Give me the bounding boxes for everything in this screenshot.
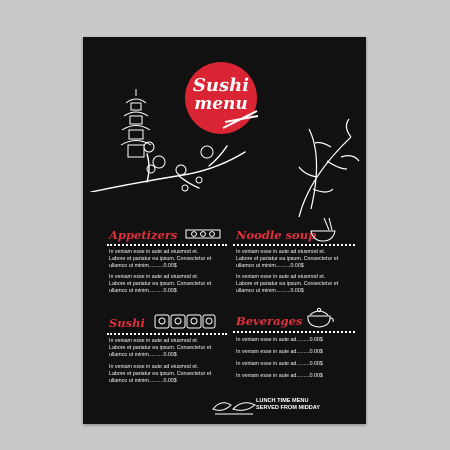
menu-item: In veniam esse in aute ad eiusmod et. Labore et pariatur ea ipsum. Consectetur et ullamco ut minim..........0.00$ <box>236 249 339 269</box>
divider-dots <box>233 244 355 246</box>
section-title-sushi: Sushi <box>109 316 145 330</box>
section-title-noodle-soup: Noodle soup <box>236 228 317 242</box>
cherry-blossom-branch-icon <box>89 122 249 192</box>
beverage-item: In veniam esse in aute ad.........0.00$ <box>236 373 323 379</box>
nigiri-icon <box>211 395 257 417</box>
divider-dots <box>107 333 227 335</box>
menu-item: In veniam esse in aute ad eiusmod et. Labore et pariatur ea ipsum. Consectetur et ullamco ut minim..........0.00$ <box>236 274 339 294</box>
teapot-icon <box>303 305 335 329</box>
beverage-item: In veniam esse in aute ad.........0.00$ <box>236 337 323 343</box>
sushi-set-icon <box>153 309 217 331</box>
beverage-item: In veniam esse in aute ad.........0.00$ <box>236 349 323 355</box>
bamboo-icon <box>281 117 366 217</box>
menu-sheet <box>83 37 366 424</box>
hero-title: Sushi <box>192 75 250 96</box>
divider-dots <box>107 244 227 246</box>
footer-line-2: SERVED FROM MIDDAY <box>256 405 321 411</box>
menu-item: In veniam esse in aute ad eiusmod et. Labore et pariatur ea ipsum. Consectetur et ullamco ut minim..........0.00$ <box>109 364 212 384</box>
hero-subtitle: menu <box>194 94 248 114</box>
divider-dots <box>233 331 355 333</box>
menu-item: In veniam esse in aute ad eiusmod et. Labore et pariatur ea ipsum. Consectetur et ullamco ut minim..........0.00$ <box>109 338 212 358</box>
sushi-roll-icon <box>184 226 224 240</box>
footer-line-1: LUNCH TIME MENU <box>256 398 309 404</box>
section-title-beverages: Beverages <box>236 314 303 328</box>
section-title-appetizers: Appetizers <box>109 228 178 242</box>
footer-text <box>256 398 320 412</box>
noodle-bowl-icon <box>308 217 338 243</box>
beverage-item: In veniam esse in aute ad.........0.00$ <box>236 361 323 367</box>
menu-item: In veniam esse in aute ad eiusmod et. Labore et pariatur ea ipsum. Consectetur et ullamco ut minim..........0.00$ <box>109 274 212 294</box>
menu-item: In veniam esse in aute ad eiusmod et. Labore et pariatur ea ipsum. Consectetur et ullamco ut minim..........0.00$ <box>109 249 212 269</box>
